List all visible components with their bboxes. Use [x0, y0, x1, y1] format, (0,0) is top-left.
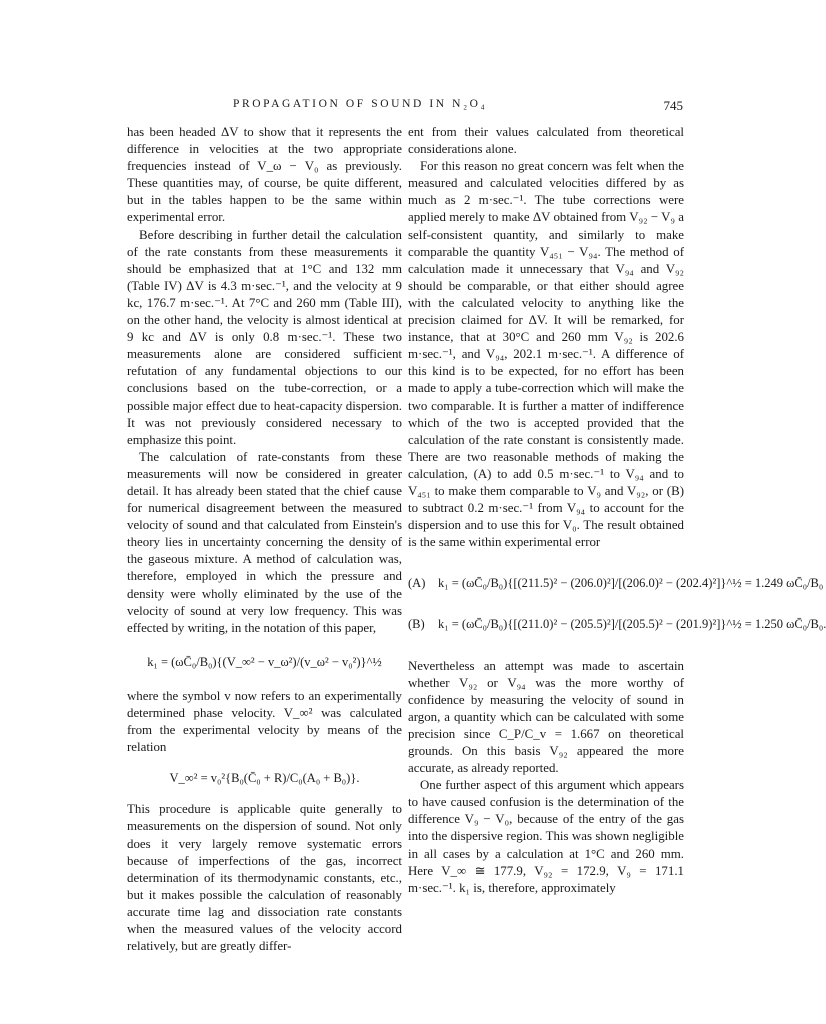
paragraph: For this reason no great concern was felt when the measured and calculated velocities differed by as much as 2 m·sec.⁻¹. The tube corrections were applied merely to make ΔV obtained from V₉₂ − V₉ a self-consistent quantity, and similarly to make comparable the quantity V₄₅₁ − V₉₄. The method of calculation made it unnecessary that V₉₄ and V₉₂ should be comparable, or that either should agree with the calculated velocity to anything like the precision claimed for ΔV. It will be remarked, for instance, that at 30°C and 260 mm V₉₂ is 202.6 m·sec.⁻¹, and V₉₄, 202.1 m·sec.⁻¹. A difference of this kind is to be expected, for no effort has been made to apply a tube-correction which will make the two comparable. It is further a matter of indifference which of the two is accepted provided that the calculation of the rate constant is consistently made. There are two reasonable methods of making the calculation, (A) to add 0.5 m·sec.⁻¹ to V₉₄ and to V₄₅₁ to make them comparable to V₉ and V₉₂, or (B) to subtract 0.2 m·sec.⁻¹ from V₉₄ to account for the dispersion and to use this for V₀. The result obtained is the same within experimental error: [408, 159, 684, 550]
equation-body: k₁ = (ωC̄₀/B₀){[(211.5)² − (206.0)²]/[(206.0)² − (202.4)²]}^½ = 1.249 ωC̄₀/B₀: [438, 576, 824, 591]
page-number: 745: [663, 98, 683, 113]
paragraph: has been headed ΔV to show that it represents the difference in velocities at the two appropriate frequencies instead of V_ω − V₀ as previously. These quantities may, of course, be quite different, but in the tables happen to be the same within experimental error.: [127, 125, 402, 225]
paragraph: Nevertheless an attempt was made to ascertain whether V₉₂ or V₉₄ was the more worthy of confidence by measuring the velocity of sound in argon, a quantity which can be calculated with some precision since C_P/C_v = 1.667 on theoretical grounds. On this basis V₉₂ appeared the more accurate, as already reported.: [408, 658, 684, 776]
running-head: PROPAGATION OF SOUND IN N₂O₄: [233, 98, 488, 110]
equation-label: (A): [408, 576, 426, 591]
equation: [408, 616, 826, 633]
equation: [127, 770, 402, 787]
equation-body: k₁ = (ωC̄₀/B₀){(V_∞² − v_ω²)/(v_ω² − v₀²)}^½: [147, 654, 382, 669]
equation: [127, 654, 402, 671]
right-column: [408, 124, 826, 897]
paragraph: The calculation of rate-constants from these measurements will now be considered in greater detail. It has already been stated that the chief cause for numerical disagreement between the measured velocity of sound and that calculated from Einstein's theory lies in uncertainty concerning the density of the gaseous mixture. A method of calculation was, therefore, employed in which the pressure and density were wholly eliminated by the use of the velocity of sound at very low frequency. This was effected by writing, in the notation of this paper,: [127, 449, 402, 635]
equation-label: (B): [408, 617, 425, 632]
equation-body: V_∞² = v₀²{B₀(C̄₀ + R)/C₀(A₀ + B₀)}.: [169, 771, 360, 786]
left-column: [127, 124, 402, 955]
paragraph: where the symbol v now refers to an experimentally determined phase velocity. V_∞² was calculated from the experimental velocity by means of the relation: [127, 688, 402, 755]
equation-body: k₁ = (ωC̄₀/B₀){[(211.0)² − (205.5)²]/[(205.5)² − (201.9)²]}^½ = 1.250 ωC̄₀/B₀.: [438, 617, 826, 632]
paragraph: ent from their values calculated from theoretical considerations alone.: [408, 125, 684, 157]
page-header: [128, 98, 683, 114]
paragraph: Before describing in further detail the calculation of the rate constants from these measurements it should be emphasized that at 1°C and 132 mm (Table IV) ΔV is 4.3 m·sec.⁻¹, and the velocity at 9 kc, 176.7 m·sec.⁻¹. At 7°C and 260 mm (Table III), on the other hand, the velocity is almost identical at 9 kc and ΔV is only 0.8 m·sec.⁻¹. These two measurements alone are considered sufficient refutation of any fundamental objections to our conclusions based on the tube-correction, or a possible major effect due to heat-capacity dispersion. It was not previously considered necessary to emphasize this point.: [127, 227, 402, 447]
equation: [408, 575, 824, 592]
paragraph: One further aspect of this argument which appears to have caused confusion is the determination of the difference V₉ − V₀, because of the entry of the gas into the dispersive region. This was shown negligible in all cases by a calculation at 1°C and 260 mm. Here V_∞ ≅ 177.9, V₉₂ = 172.9, V₉ = 171.1 m·sec.⁻¹. k₁ is, therefore, approximately: [408, 778, 684, 895]
paragraph: This procedure is applicable quite generally to measurements on the dispersion of sound. Not only does it very largely remove systematic errors because of imperfections of the gas, incorrect determination of its thermodynamic constants, etc., but it makes possible the calculation of reasonably accurate time lag and dissociation rate constants when the measured values of the velocity accord relatively, but are greatly differ-: [127, 802, 402, 954]
